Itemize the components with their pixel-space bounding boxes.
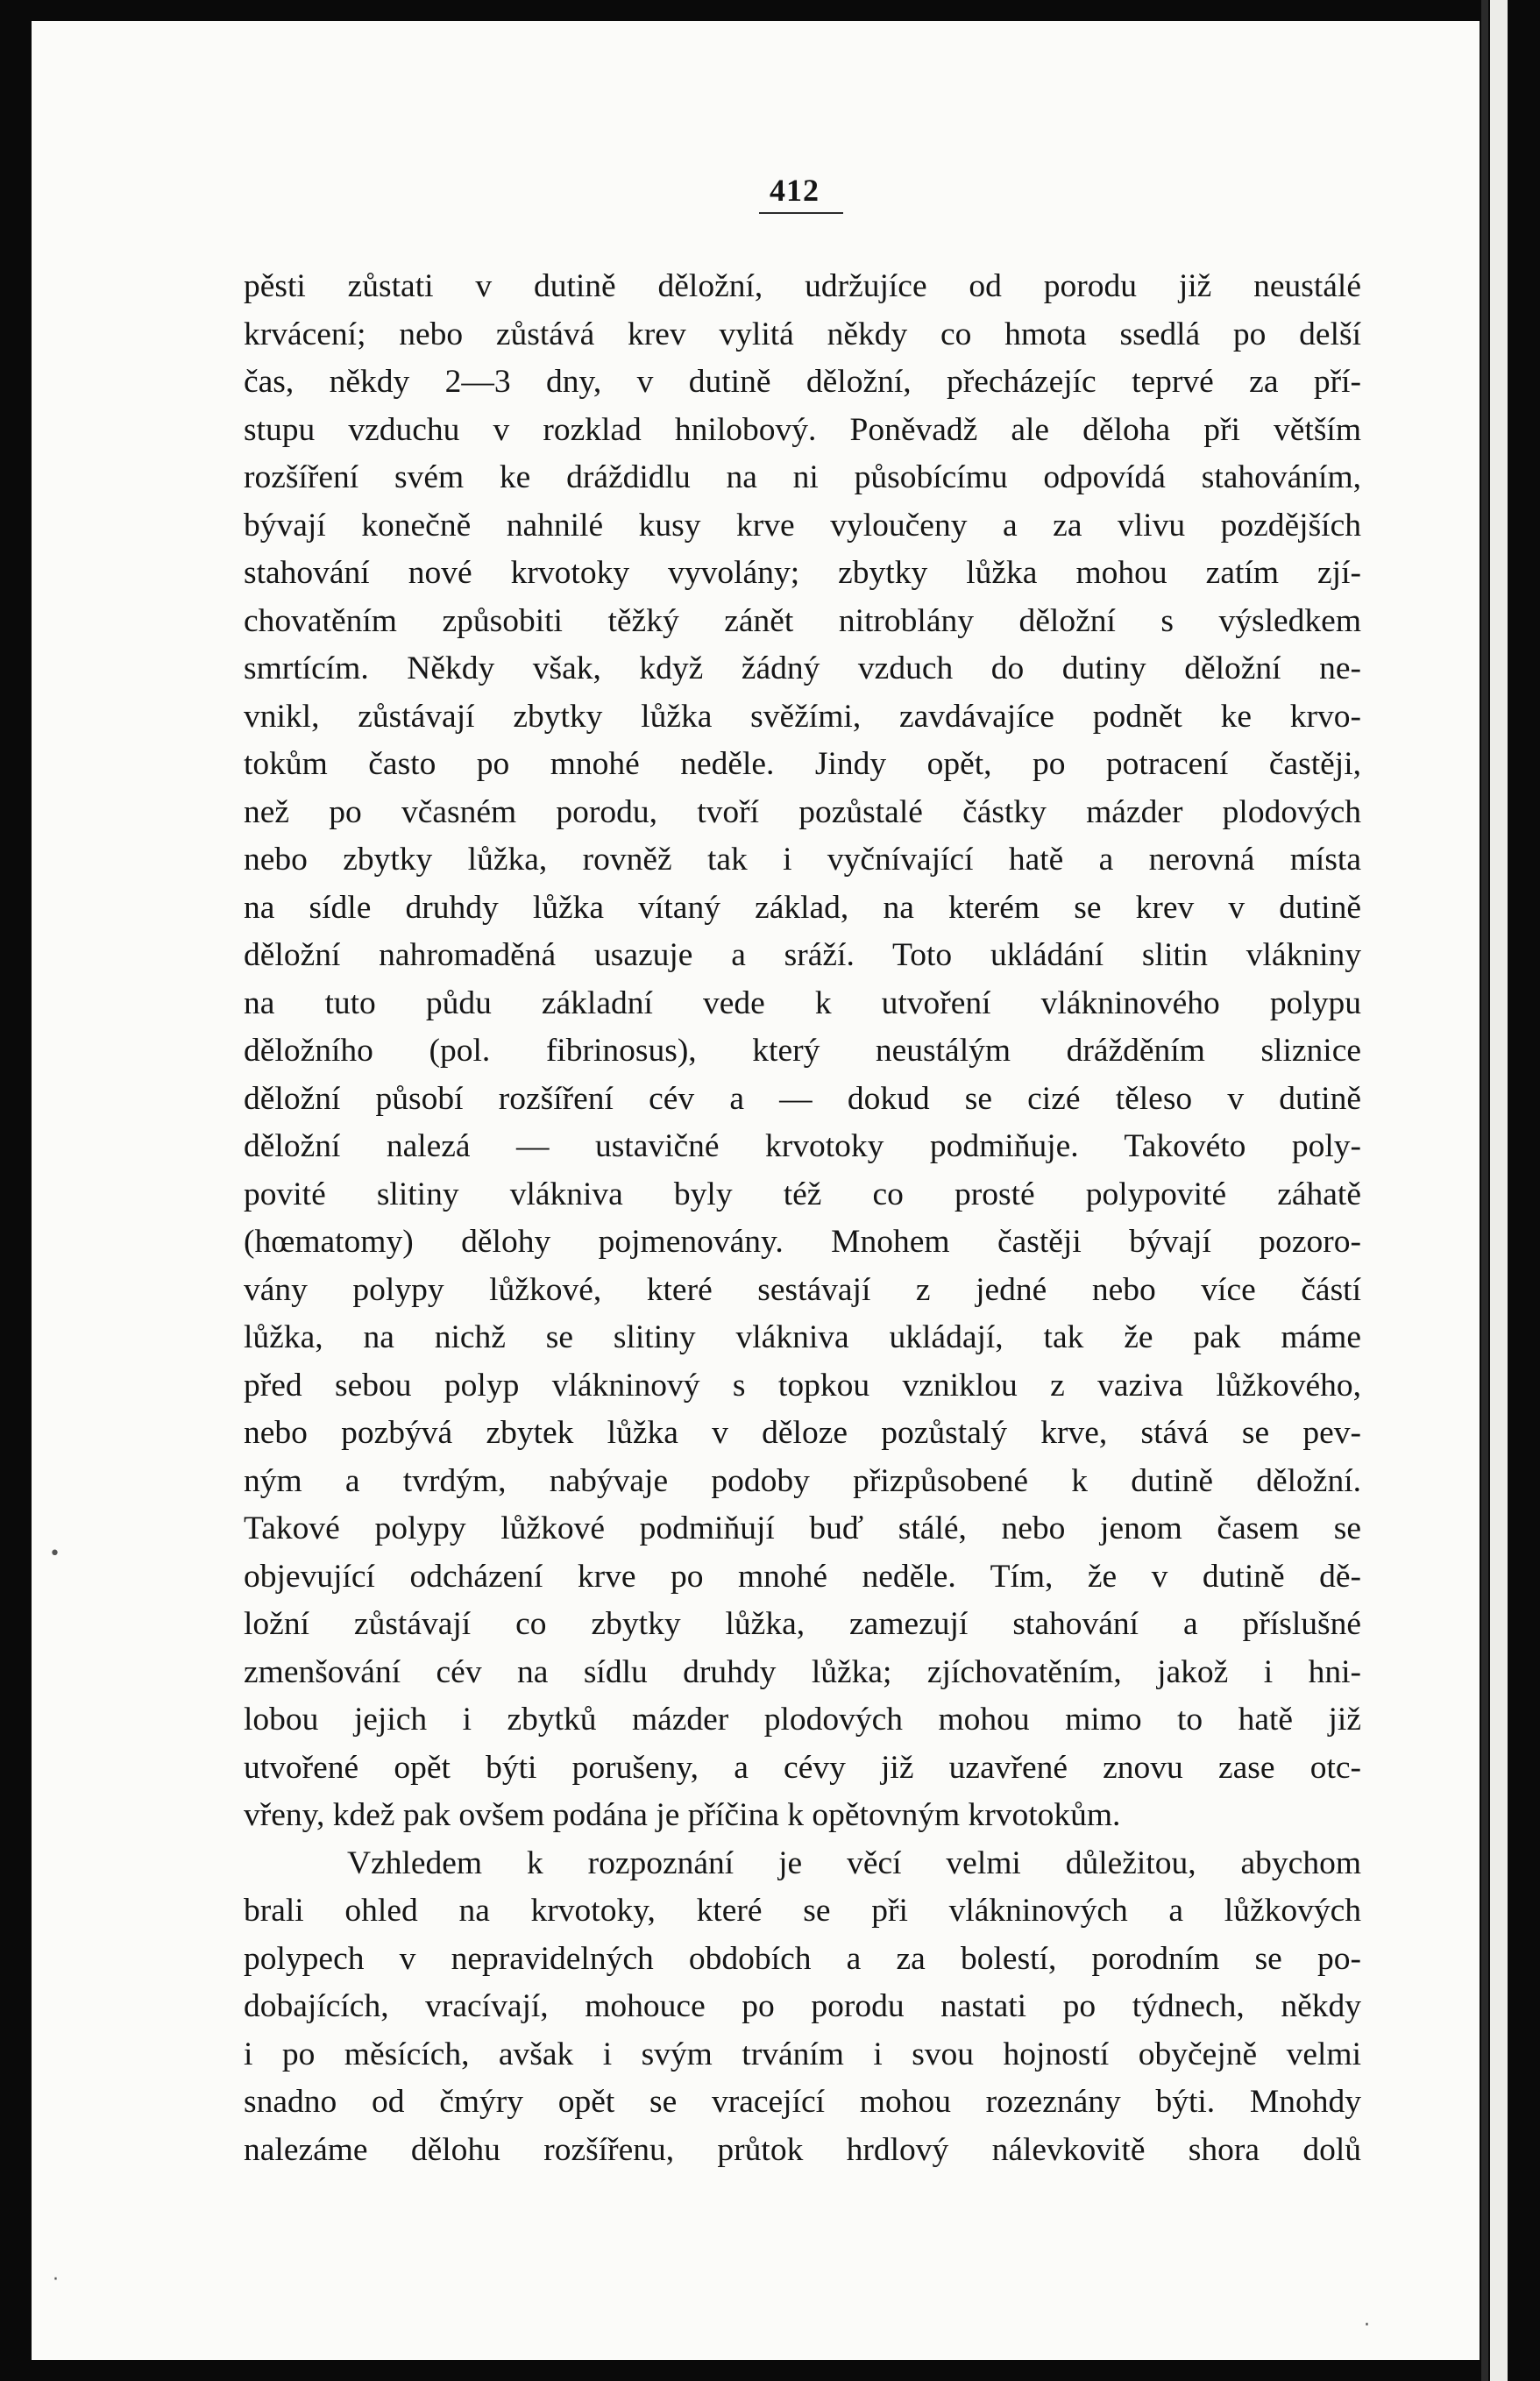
text-line: rozšíření svém ke dráždidlu na ni působícímu odpovídá stahováním, [244,459,1361,495]
text-line: na tuto půdu základní vede k utvoření vlákninového polypu [244,984,1361,1021]
text-line: brali ohled na krvotoky, které se při vlákninových a lůžkových [244,1893,1361,1929]
text-line: vnikl, zůstávají zbytky lůžka svěžími, zavdávajíce podnět ke krvo- [244,698,1361,735]
text-line: před sebou polyp vlákninový s topkou vzniklou z vaziva lůžkového, [244,1367,1361,1404]
body-text [244,263,1361,2174]
text-line: nebo pozbývá zbytek lůžka v děloze pozůstalý krve, stává se pev- [244,1415,1361,1451]
text-line: polypech v nepravidelných obdobích a za bolestí, porodním se po- [244,1940,1361,1977]
text-line: stupu vzduchu v rozklad hnilobový. Poněvadž ale děloha při větším [244,411,1361,448]
text-line: na sídle druhdy lůžka vítaný základ, na kterém se krev v dutině [244,889,1361,926]
text-line: krvácení; nebo zůstává krev vylitá někdy co hmota ssedlá po delší [244,316,1361,352]
text-line: chovatěním způsobiti těžký zánět nitroblány děložní s výsledkem [244,602,1361,639]
text-line: tokům často po mnohé neděle. Jindy opět, po potracení častěji, [244,746,1361,782]
text-line: ným a tvrdým, nabývaje podoby přizpůsobené k dutině děložní. [244,1462,1361,1499]
text-line: objevující odcházení krve po mnohé neděle. Tím, že v dutině dě- [244,1558,1361,1595]
scan-speck: · [53,2269,59,2291]
text-line: děložní působí rozšíření cév a — dokud se cizé těleso v dutině [244,1080,1361,1117]
text-line: čas, někdy 2—3 dny, v dutině děložní, přecházejíc teprvé za pří- [244,364,1361,400]
text-line: nebo zbytky lůžka, rovněž tak i vyčnívající hatě a nerovná místa [244,842,1361,878]
text-line: pěsti zůstati v dutině děložní, udržujíce od porodu již neustálé [244,268,1361,304]
text-line: utvořené opět býti porušeny, a cévy již uzavřené znovu zase otc- [244,1749,1361,1786]
text-line: lůžka, na nichž se slitiny vlákniva ukládají, tak že pak máme [244,1319,1361,1355]
text-line: ložní zůstávají co zbytky lůžka, zamezují stahování a příslušné [244,1606,1361,1642]
page-number-underline [759,212,843,214]
text-line-paragraph-start: Vzhledem k rozpoznání je věcí velmi důležitou, abychom [347,1844,1361,1881]
text-line: vřeny, kdež pak ovšem podána je příčina k opětovným krvotokům. [244,1797,1121,1833]
text-line: než po včasném porodu, tvoří pozůstalé částky mázder plodových [244,793,1361,830]
page-edge-shadow [1481,0,1488,2381]
text-line: bývají konečně nahnilé kusy krve vyloučeny a za vlivu pozdějších [244,507,1361,544]
scan-speck: · [1364,2314,1370,2336]
text-line: děložního (pol. fibrinosus), který neustálým drážděním sliznice [244,1033,1361,1069]
text-line: smrtícím. Někdy však, když žádný vzduch do dutiny děložní ne- [244,650,1361,686]
text-line: nalezáme dělohu rozšířenu, průtok hrdlový nálevkovitě shora dolů [244,2131,1361,2168]
text-line: vány polypy lůžkové, které sestávají z jedné nebo více částí [244,1271,1361,1308]
text-line: lobou jejich i zbytků mázder plodových mohou mimo to hatě již [244,1702,1361,1738]
next-page-edge [1490,0,1508,2381]
text-line: děložní nahromaděná usazuje a sráží. Toto ukládání slitin vlákniny [244,937,1361,973]
page-number: 412 [770,173,820,208]
scan-speck: • [49,1543,60,1565]
text-line: dobajících, vracívají, mohouce po porodu nastati po týdnech, někdy [244,1988,1361,2024]
text-line: (hœmatomy) dělohy pojmenovány. Mnohem častěji bývají pozoro- [244,1224,1361,1260]
text-line: stahování nové krvotoky vyvolány; zbytky lůžka mohou zatím zjí- [244,555,1361,591]
text-line: děložní nalezá — ustavičné krvotoky podmiňuje. Takovéto poly- [244,1128,1361,1164]
text-line: Takové polypy lůžkové podmiňují buď stálé, nebo jenom časem se [244,1510,1361,1546]
text-line: i po měsících, avšak i svým trváním i svou hojností obyčejně velmi [244,2036,1361,2072]
text-line: povité slitiny vlákniva byly též co prosté polypovité záhatě [244,1176,1361,1212]
text-line: zmenšování cév na sídlu druhdy lůžka; zjíchovatěním, jakož i hni- [244,1653,1361,1690]
text-line: snadno od čmýry opět se vracející mohou rozeznány býti. Mnohdy [244,2084,1361,2120]
